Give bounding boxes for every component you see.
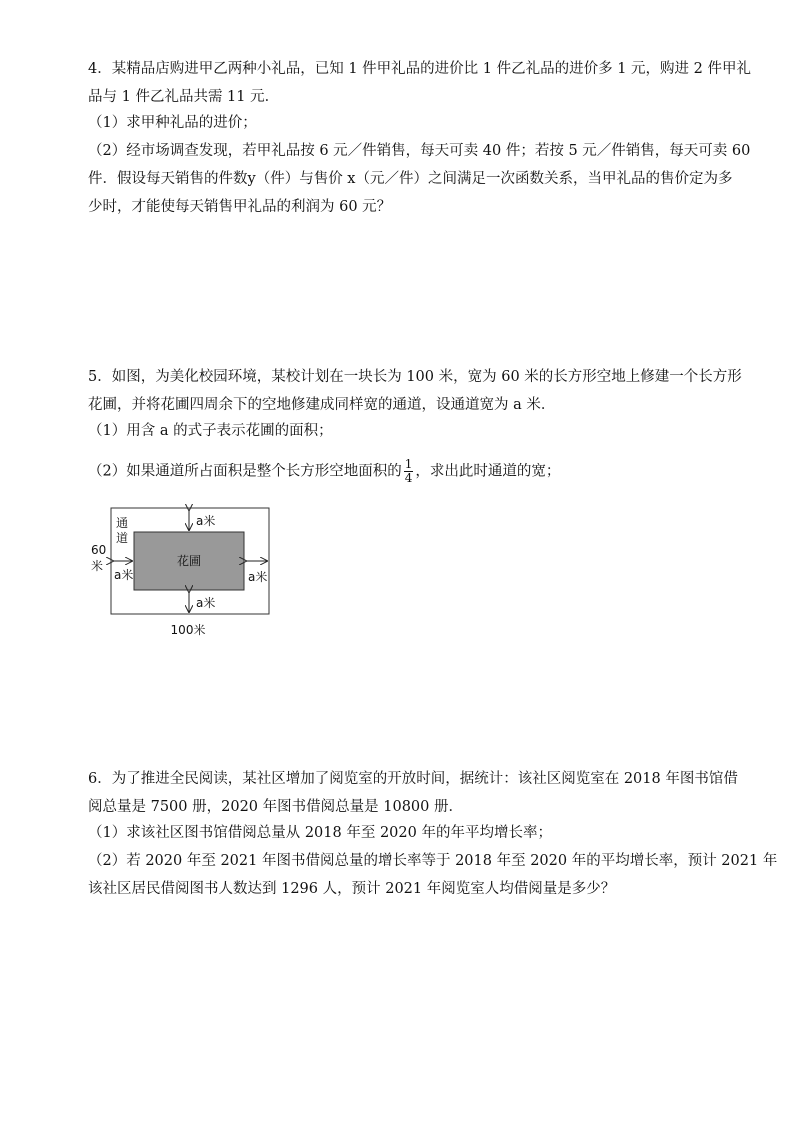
garden-label: 花圃 [176, 554, 202, 568]
q5-part-2-text-after: ，求出此时通道的宽； [415, 463, 561, 480]
right-gap-label: a米 [248, 570, 268, 584]
q5-stem-line-1: 5．如图，为美化校园环境，某校计划在一块长为 100 米，宽为 60 米的长方形空地上修建一个长方形 [88, 369, 742, 385]
q4-part-2-line-3: 少时，才能使每天销售甲礼品的利润为 60 元？ [88, 199, 392, 215]
q6-part-1: （1）求该社区图书馆借阅总量从 2018 年至 2020 年的年平均增长率； [88, 825, 552, 841]
q4-part-2-line-1: （2）经市场调查发现，若甲礼品按 6 元／件销售，每天可卖 40 件；若按 5 元／件销售，每天可卖 60 [88, 143, 751, 159]
bottom-gap-label: a米 [196, 596, 216, 610]
q5-stem-line-2: 花圃，并将花圃四周余下的空地修建成同样宽的通道，设通道宽为 a 米． [88, 397, 556, 413]
q4-part-2-line-2: 件．假设每天销售的件数y（件）与售价 x（元／件）之间满足一次函数关系，当甲礼品的售价定为多 [88, 171, 733, 187]
top-gap-label: a米 [196, 514, 216, 528]
q5-part-2 [88, 458, 560, 485]
one-quarter-fraction [404, 458, 414, 485]
q5-part-2-text-before: （2）如果通道所占面积是整个长方形空地面积的 [88, 463, 402, 480]
q5-part-1: （1）用含 a 的式子表示花圃的面积； [88, 423, 333, 439]
fraction-numerator: 1 [404, 457, 413, 471]
garden-figure [86, 504, 286, 640]
q4-stem-line-2: 品与 1 件乙礼品共需 11 元． [88, 89, 280, 105]
q6-stem-line-1: 6．为了推进全民阅读，某社区增加了阅览室的开放时间，据统计：该社区阅览室在 2018 年图书馆借 [88, 771, 738, 787]
length-label: 100米 [170, 623, 206, 637]
width-label-number: 60 [91, 543, 107, 557]
q6-part-2-line-2: 该社区居民借阅图书人数达到 1296 人，预计 2021 年阅览室人均借阅量是多少？ [88, 881, 616, 897]
q4-part-1: （1）求甲种礼品的进价； [88, 115, 257, 131]
q6-part-2-line-1: （2）若 2020 年至 2021 年图书借阅总量的增长率等于 2018 年至 2020 年的平均增长率，预计 2021 年 [88, 853, 778, 869]
q4-stem-line-1: 4．某精品店购进甲乙两种小礼品，已知 1 件甲礼品的进价比 1 件乙礼品的进价多 1 元，购进 2 件甲礼 [88, 61, 751, 77]
path-label-1: 通 [116, 516, 129, 530]
fraction-denominator: 4 [404, 471, 413, 485]
q6-stem-line-2: 阅总量是 7500 册，2020 年图书借阅总量是 10800 册． [88, 799, 463, 815]
path-label-2: 道 [116, 531, 129, 545]
width-label-unit: 米 [91, 559, 104, 573]
left-gap-label: a米 [114, 568, 134, 582]
